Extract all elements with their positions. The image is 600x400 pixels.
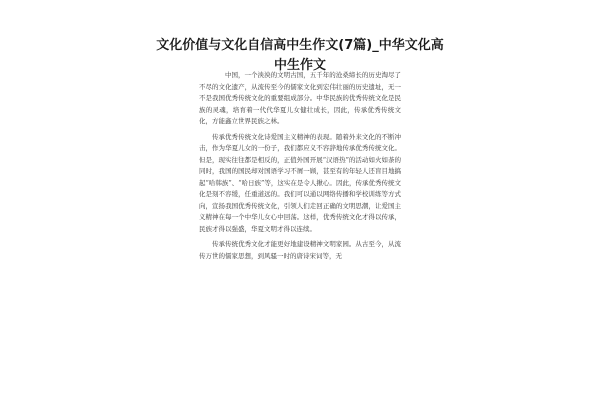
document-body xyxy=(199,70,401,266)
paragraph-1: 中国，一个泱泱的文明古国，五千年的沧桑缔长的历史淘尽了不尽的文化遗产，从流传至今的儒家文化到宏伟壮丽的历史遗址，无一不是我国优秀传统文化的重要组成部分。中华民族的优秀传统文化是民族的灵魂，培育着一代代华夏儿女健壮成长，因此，传承优秀传统文化，方能鑫立世界民族之林。 xyxy=(199,71,401,125)
document-title: 文化价值与文化自信高中生作文(7篇)_中华文化高中生作文 xyxy=(156,38,444,73)
paragraph-2: 传承优秀传统文化诗爱国主义精神的表现。随着外来文化的不断冲击，作为华夏儿女的一份子，我们都应义不容辞地传承优秀传统文化。但是，现实往往都是相反的，正值外国开展“汉语热”的活动如火如荼的同时，我国的国民却对国语学习不屑一顾，甚至有的年轻人还盲目地搞起“哈韩族”、“哈日族”等，这实在是令人揪心。因此，传承优秀传统文化是刻不容缓，任重道远的。我们可以通以网络传播和学校训练等方式向，宣扬我国优秀传统文化，引领人们走回正确的文明思潮，让爱国主义精神在每一个中华儿女心中回荡。这样，优秀传统文化才得以传承，民族才得以强盛，华夏文明才得以连续。 xyxy=(199,132,401,233)
paragraph-3: 传承传统优秀文化才能更好地建设精神文明家园。从古至今，从流传万世的儒家思想，到风骚一时的唐诗宋词等，无 xyxy=(199,240,401,260)
